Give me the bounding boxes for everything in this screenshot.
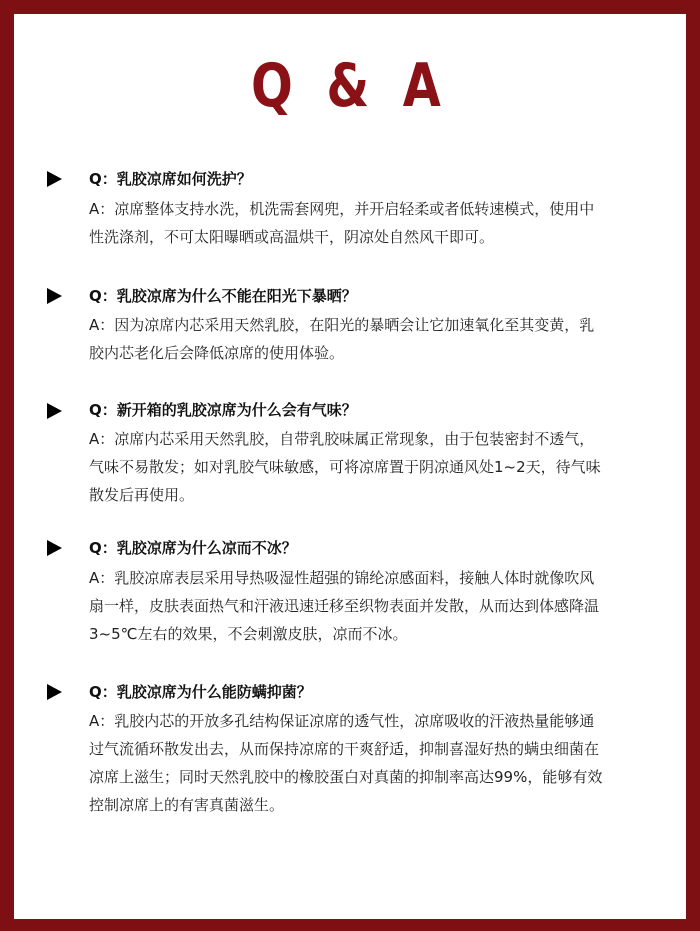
faq-answer-line: 过气流循环散发出去，从而保持凉席的干爽舒适，抑制喜湿好热的螨虫细菌在 [89, 740, 600, 758]
play-arrow-icon [47, 540, 62, 556]
page-title: Q & A [250, 51, 450, 121]
faq-question: Q：乳胶凉席为什么不能在阳光下暴晒？ [89, 287, 357, 305]
faq-answer [89, 707, 641, 819]
faq-answer [89, 311, 641, 367]
faq-answer-line: A：因为凉席内芯采用天然乳胶，在阳光的暴晒会让它加速氧化至其变黄，乳 [89, 316, 595, 334]
faq-answer-line: A：凉席内芯采用天然乳胶，自带乳胶味属正常现象，由于包装密封不透气， [89, 430, 595, 448]
faq-answer-line: 扇一样，皮肤表面热气和汗液迅速迁移至织物表面并发散，从而达到体感降温 [89, 597, 600, 615]
faq-answer [89, 425, 641, 509]
faq-question: Q：乳胶凉席如何洗护？ [89, 170, 252, 188]
faq-answer-line: 散发后再使用。 [89, 486, 195, 504]
faq-answer-line: A：凉席整体支持水洗，机洗需套网兜，并开启轻柔或者低转速模式，使用中 [89, 200, 595, 218]
faq-answer-line: 控制凉席上的有害真菌滋生。 [89, 796, 285, 814]
faq-question: Q：乳胶凉席为什么能防螨抑菌？ [89, 683, 312, 701]
play-arrow-icon [47, 288, 62, 304]
faq-answer-line: A：乳胶凉席表层采用导热吸湿性超强的锦纶凉感面料，接触人体时就像吹风 [89, 569, 595, 587]
faq-answer-line: A：乳胶内芯的开放多孔结构保证凉席的透气性，凉席吸收的汗液热量能够通 [89, 712, 595, 730]
faq-answer [89, 564, 641, 648]
faq-answer-line: 胶内芯老化后会降低凉席的使用体验。 [89, 344, 345, 362]
faq-answer-line: 气味不易散发；如对乳胶气味敏感，可将凉席置于阴凉通风处1~2天，待气味 [89, 458, 601, 476]
faq-question: Q：乳胶凉席为什么凉而不冰？ [89, 539, 297, 557]
faq-answer-line: 凉席上滋生；同时天然乳胶中的橡胶蛋白对真菌的抑制率高达99%，能够有效 [89, 768, 603, 786]
faq-question: Q：新开箱的乳胶凉席为什么会有气味？ [89, 401, 357, 419]
play-arrow-icon [47, 403, 62, 419]
faq-answer [89, 195, 641, 251]
faq-answer-line: 3~5℃左右的效果，不会刺激皮肤，凉而不冰。 [89, 625, 408, 643]
faq-answer-line: 性洗涤剂，不可太阳曝晒或高温烘干，阴凉处自然风干即可。 [89, 228, 495, 246]
play-arrow-icon [47, 171, 62, 187]
play-arrow-icon [47, 684, 62, 700]
